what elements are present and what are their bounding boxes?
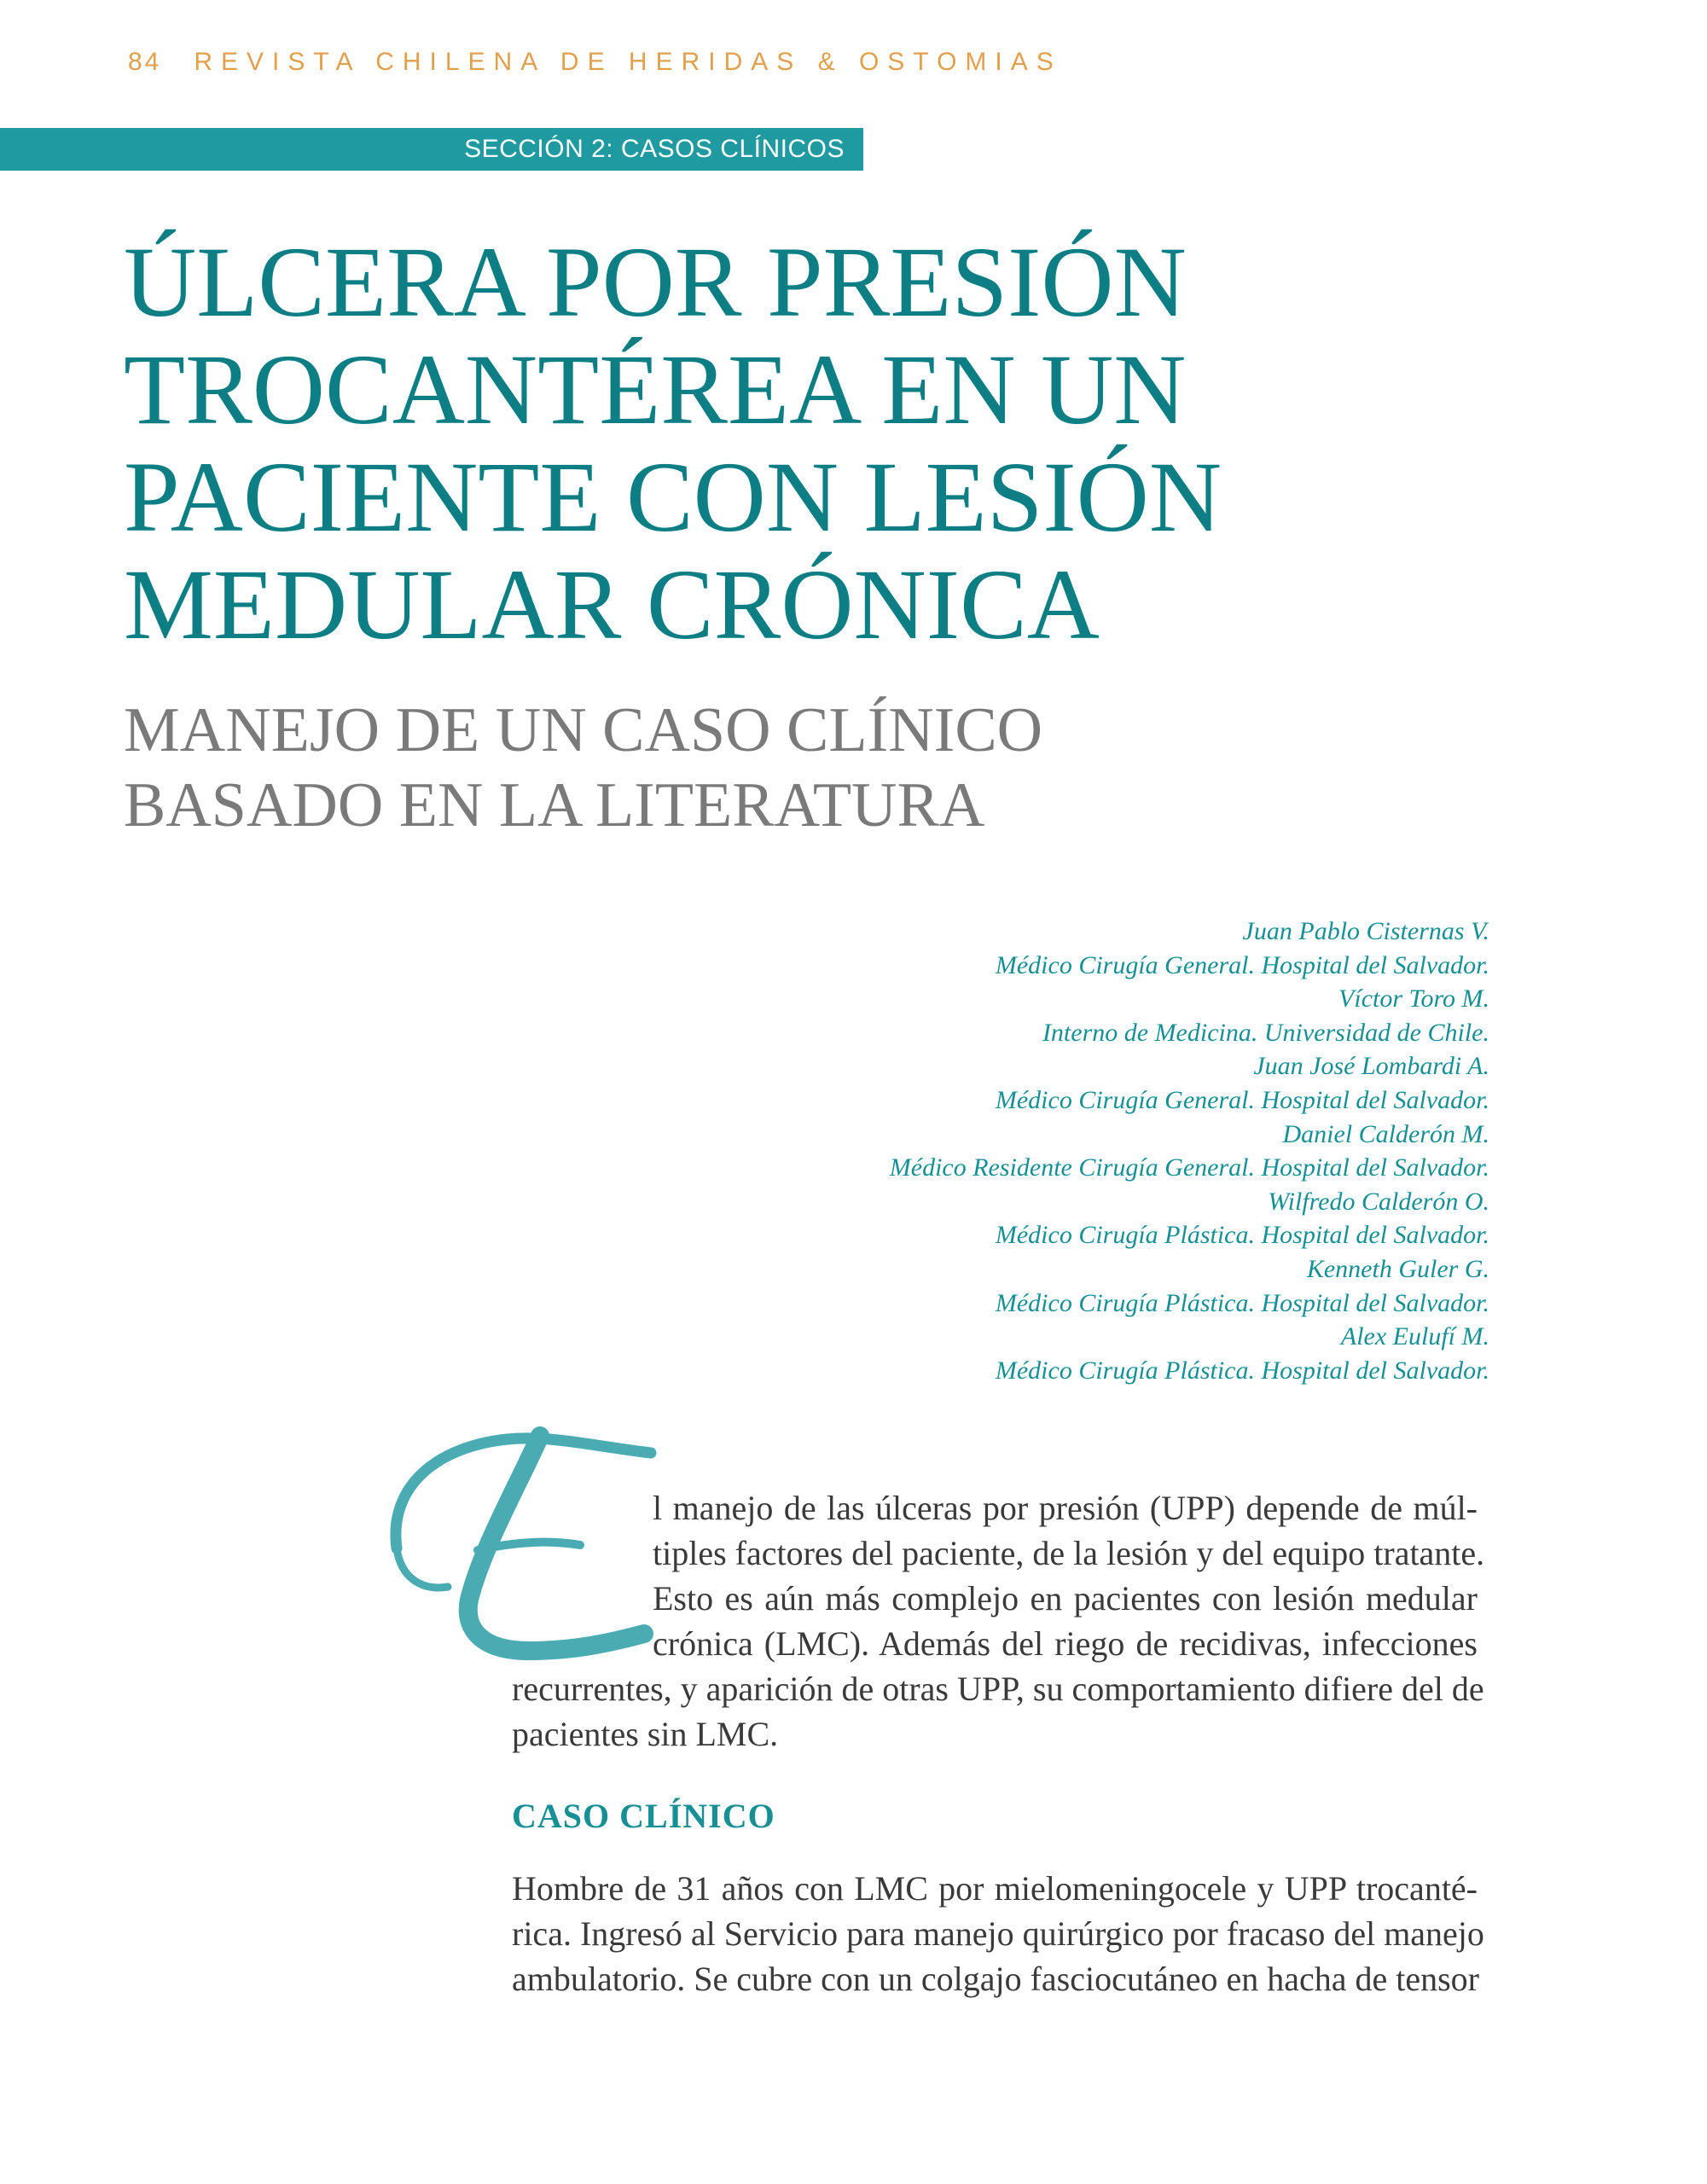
intro-paragraph-line: Esto es aún más complejo en pacientes con lesión medular	[653, 1579, 1478, 1618]
intro-paragraph-line: pacientes sin LMC.	[512, 1715, 779, 1753]
case-paragraph-line: Hombre de 31 años con LMC por mielomeningocele y UPP trocanté-	[512, 1869, 1478, 1908]
author-affiliation: Médico Cirugía Plástica. Hospital del Salvador.	[995, 1221, 1489, 1250]
author-affiliation: Médico Cirugía Plástica. Hospital del Salvador.	[995, 1288, 1489, 1317]
author-name: Wilfredo Calderón O.	[1268, 1187, 1489, 1216]
intro-paragraph-line: recurrentes, y aparición de otras UPP, su comportamiento difiere del de	[512, 1670, 1484, 1708]
author-name: Víctor Toro M.	[1338, 985, 1489, 1014]
drop-cap-letter-e	[388, 1420, 670, 1668]
section-label: SECCIÓN 2: CASOS CLÍNICOS	[464, 135, 845, 163]
author-affiliation: Médico Cirugía General. Hospital del Salvador.	[995, 950, 1489, 979]
article-title: ÚLCERA POR PRESIÓN TROCANTÉREA EN UN PACIENTE CON LESIÓN MEDULAR CRÓNICA	[124, 226, 1222, 660]
intro-paragraph-line: tiples factores del paciente, de la lesión y del equipo tratante.	[653, 1534, 1485, 1572]
intro-paragraph-line: l manejo de las úlceras por presión (UPP) depende de múl-	[653, 1489, 1478, 1527]
page-number: 84	[128, 48, 162, 76]
journal-name: REVISTA CHILENA DE HERIDAS & OSTOMIAS	[194, 48, 1062, 76]
case-paragraph-line: rica. Ingresó al Servicio para manejo quirúrgico por fracaso del manejo	[512, 1914, 1484, 1953]
author-affiliation: Interno de Medicina. Universidad de Chile.	[1042, 1018, 1489, 1047]
author-name: Daniel Calderón M.	[1282, 1119, 1489, 1148]
author-name: Alex Eulufí M.	[1340, 1322, 1489, 1351]
section-band	[0, 128, 863, 171]
author-affiliation: Médico Cirugía General. Hospital del Salvador.	[995, 1085, 1489, 1114]
case-paragraph-line: ambulatorio. Se cubre con un colgajo fasciocutáneo en hacha de tensor	[512, 1960, 1480, 1998]
author-name: Juan Pablo Cisternas V.	[1242, 917, 1489, 945]
author-affiliation: Médico Residente Cirugía General. Hospital del Salvador.	[889, 1153, 1489, 1182]
author-name: Juan José Lombardi A.	[1253, 1052, 1489, 1081]
author-name: Kenneth Guler G.	[1306, 1254, 1489, 1283]
running-header	[128, 48, 1062, 77]
intro-paragraph-line: crónica (LMC). Además del riego de recidivas, infecciones	[653, 1624, 1478, 1663]
section-heading-caso-clinico: CASO CLÍNICO	[512, 1797, 775, 1835]
article-subtitle: MANEJO DE UN CASO CLÍNICO BASADO EN LA LITERATURA	[124, 695, 1043, 840]
author-affiliation: Médico Cirugía Plástica. Hospital del Salvador.	[995, 1356, 1489, 1385]
author-list	[636, 915, 1489, 1387]
